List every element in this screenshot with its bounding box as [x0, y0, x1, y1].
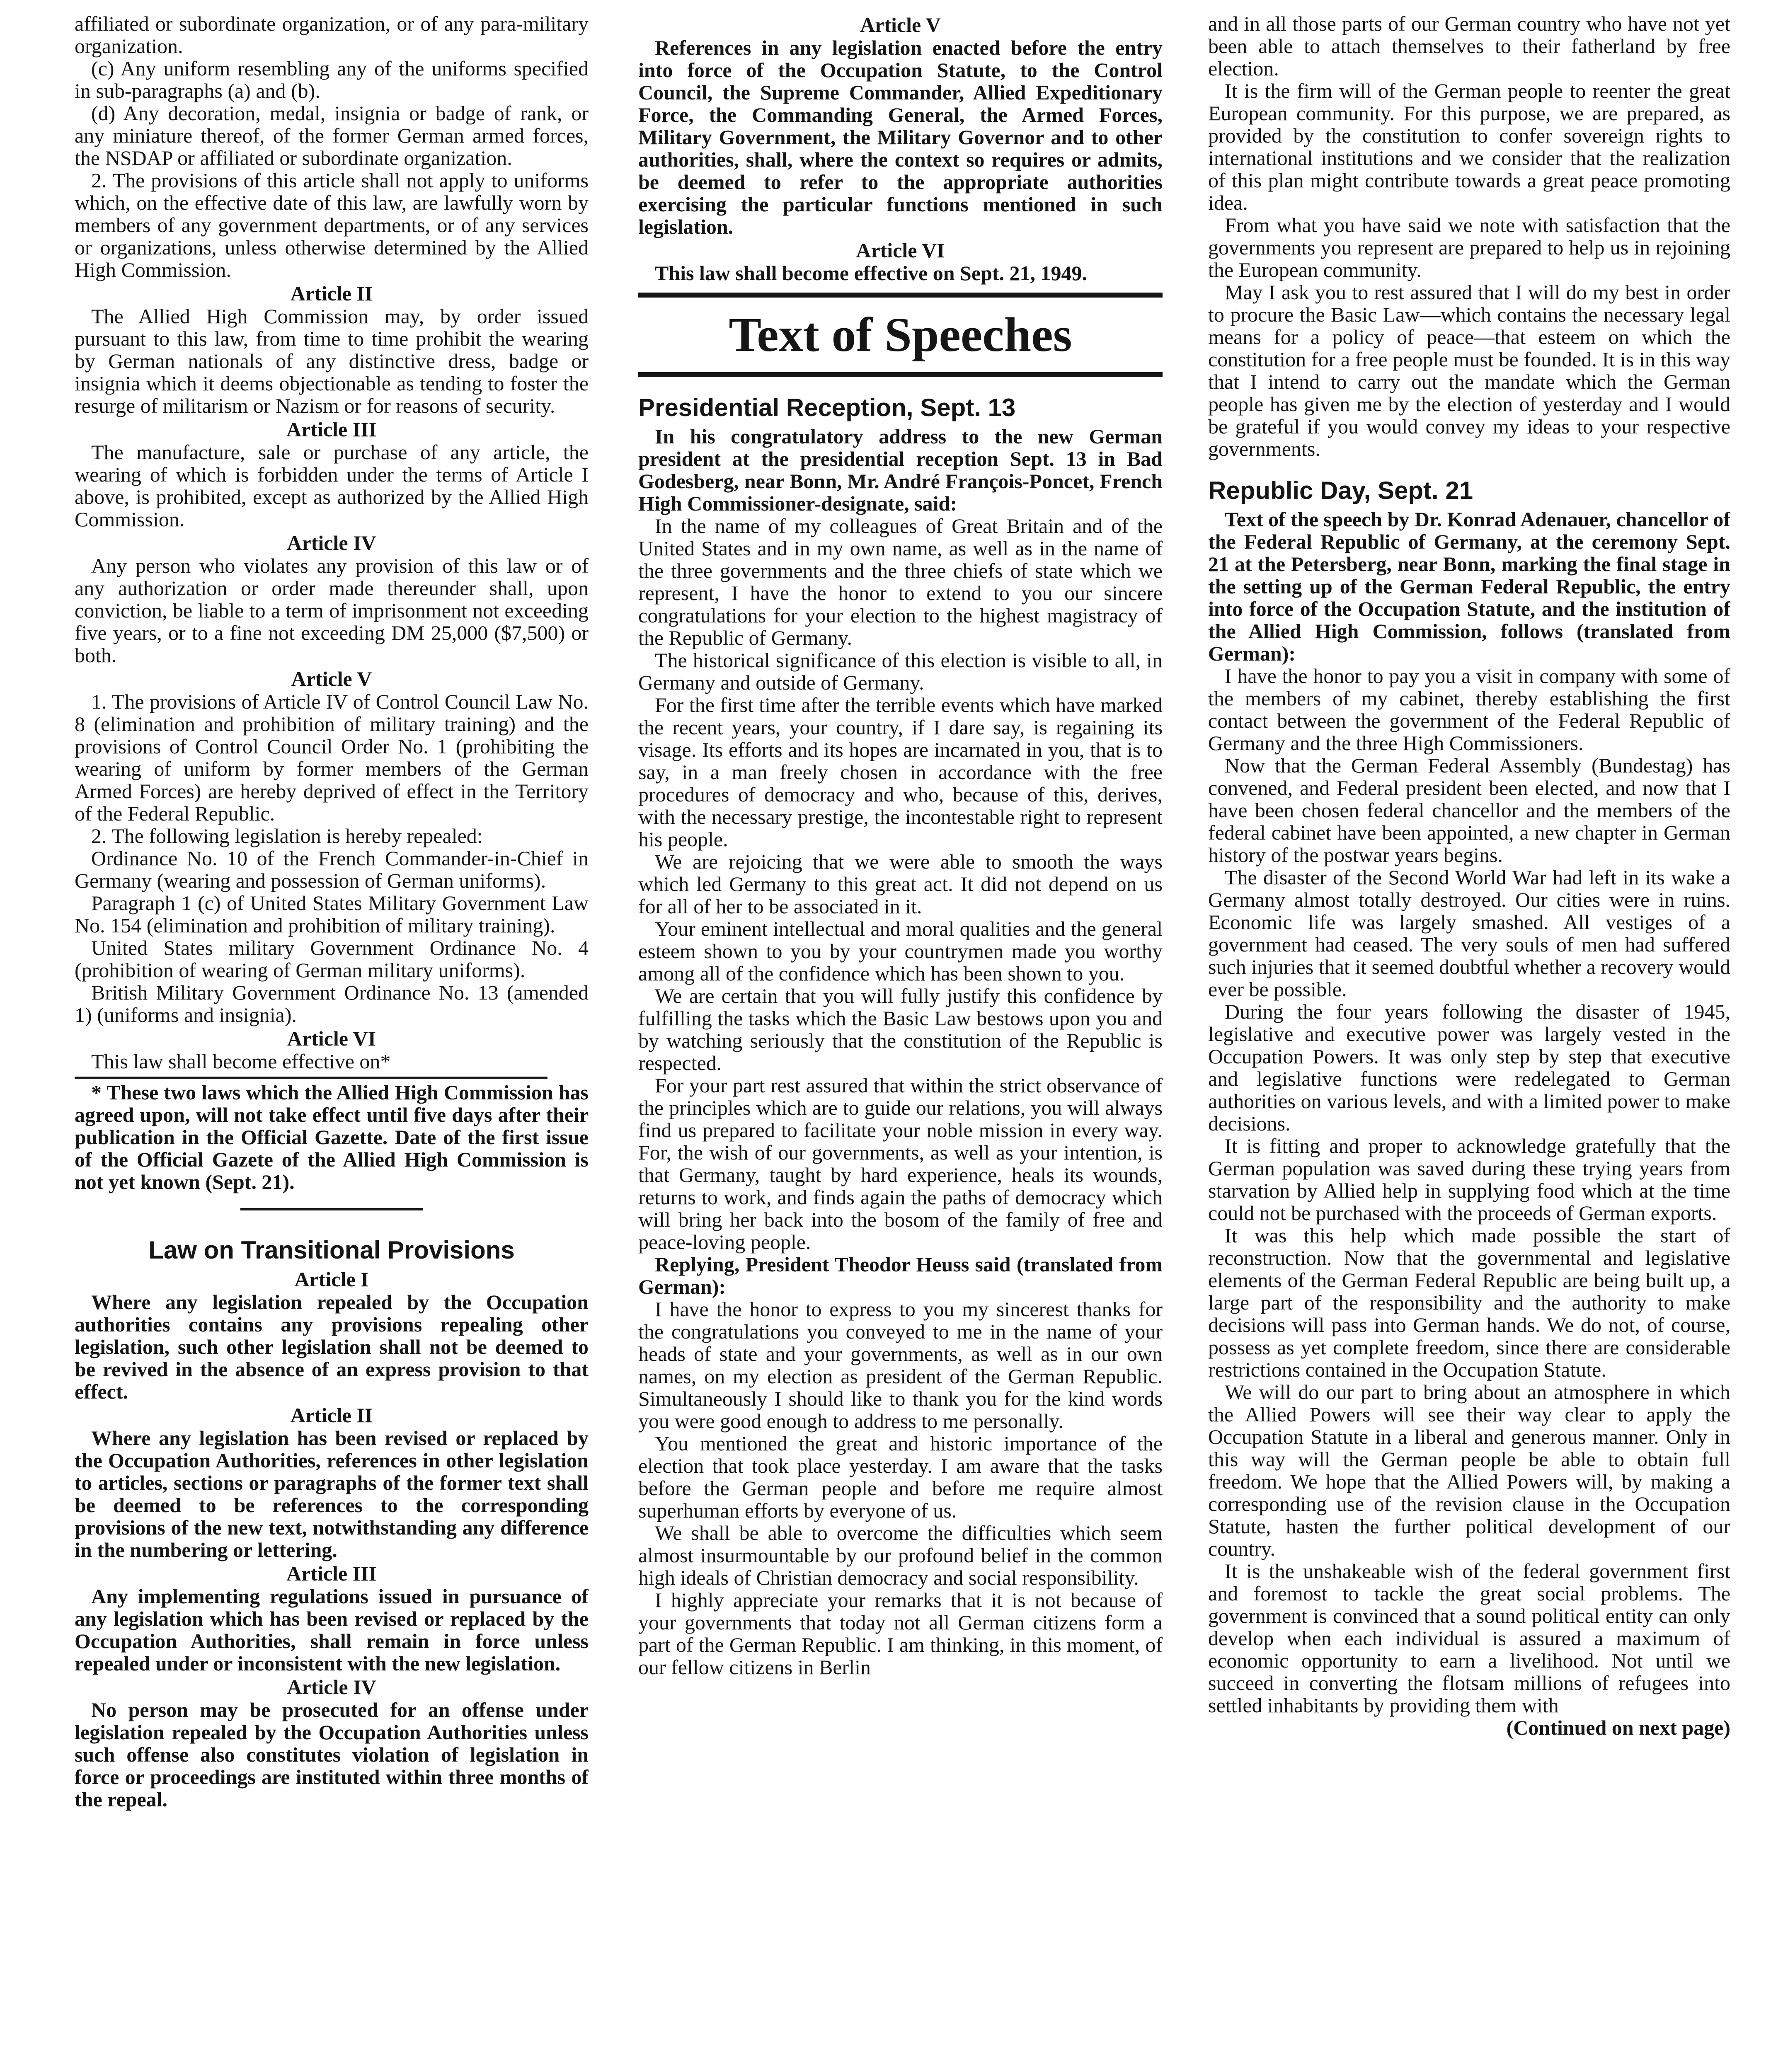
law-heading: Law on Transitional Provisions	[148, 1236, 515, 1264]
paragraph: British Military Government Ordinance No. 13 (amended 1) (uniforms and insignia).	[75, 981, 589, 1026]
paragraph: (d) Any decoration, medal, insignia or badge of rank, or any miniature thereof, of the former German armed forces, the NSDAP or affiliated or subordinate organization.	[75, 102, 589, 169]
paragraph: It is the unshakeable wish of the federal government first and foremost to tackle the great social problems. The government is convinced that a sound political entity can only develop when each individual is assured a maximum of economic opportunity to earn a livelihood. Not until we succeed in converting the flotsam millions of refugees into settled inhabitants by providing them with	[1208, 1559, 1730, 1717]
paragraph: 2. The provisions of this article shall not apply to uniforms which, on the effective date of this law, are lawfully worn by members of any government departments, or of any services or organizations, unless otherwise determined by the Allied High Commission.	[75, 169, 589, 281]
banner-title: Text of Speeches	[729, 307, 1072, 362]
paragraph: It is the firm will of the German people to reenter the great European community. For this purpose, we are prepared, as provided by the constitution to confer sovereign rights to international institutions and we consider that the realization of this plan might contribute towards a great peace promoting idea.	[1208, 79, 1730, 214]
paragraph: You mentioned the great and historic importance of the election that took place yesterday. I am aware that the tasks before the German people and before me require almost superhuman efforts by everyone of us.	[638, 1432, 1163, 1522]
paragraph: This law shall become effective on Sept. 21, 1949.	[655, 261, 1087, 285]
banner-rule-bottom	[638, 372, 1163, 377]
paragraph: We shall be able to overcome the difficulties which seem almost insurmountable by our profound belief in the common high ideals of Christian democracy and social responsibility.	[638, 1521, 1163, 1589]
paragraph: This law shall become effective on*	[91, 1050, 391, 1073]
paragraph: For your part rest assured that within the strict observance of the principles which are to guide our relations, you will always find us prepared to facilitate your noble mission in every way. For, the wish of our governments, as well as your intention, is that Germany, taught by hard experience, heals its wounds, returns to work, and finds again the paths of democracy which will bring her back into the bosom of the family of free and peace-loving people.	[638, 1074, 1163, 1254]
speeches-banner	[638, 293, 1163, 377]
paragraph: affiliated or subordinate organization, or of any para-military organization.	[75, 12, 589, 58]
article-heading: Article VI	[856, 239, 945, 262]
section-intro: Text of the speech by Dr. Konrad Adenauer, chancellor of the Federal Republic of Germany, at the ceremony Sept. 21 at the Petersberg, near Bonn, marking the final stage in the setting up of the German Federal Republic, the entry into force of the Occupation Statute, and the institution of the Allied High Commission, follows (translated from German):	[1208, 508, 1730, 665]
section-divider	[240, 1208, 423, 1210]
article-heading: Article VI	[287, 1027, 376, 1050]
article-heading: Article II	[290, 1404, 373, 1427]
paragraph: Your eminent intellectual and moral qualities and the general esteem shown to you by your countrymen made you worthy among all of the confidence which has been shown to you.	[638, 917, 1163, 985]
article-heading: Article III	[286, 418, 377, 441]
paragraph: United States military Government Ordinance No. 4 (prohibition of wearing of German military uniforms).	[75, 936, 589, 982]
article-heading: Article IV	[287, 531, 376, 554]
paragraph: We will do our part to bring about an atmosphere in which the Allied Powers will see their way clear to apply the Occupation Statute in a liberal and generous manner. Only in this way will the German people be able to obtain full freedom. We hope that the Allied Powers will, by making a corresponding use of the revision clause in the Occupation Statute, hasten the further political development of our country.	[1208, 1380, 1730, 1560]
paragraph: Now that the German Federal Assembly (Bundestag) has convened, and Federal president been elected, and now that I have been chosen federal chancellor and the members of the federal cabinet have been appointed, a new chapter in German history of the postwar years begins.	[1208, 754, 1730, 867]
paragraph: The Allied High Commission may, by order issued pursuant to this law, from time to time prohibit the wearing by German nationals of any distinctive dress, badge or insignia which it deems objectionable as tending to foster the resurge of militarism or Nazism or for reasons of security.	[75, 305, 589, 417]
section-heading: Presidential Reception, Sept. 13	[638, 394, 1016, 421]
paragraph: It was this help which made possible the start of reconstruction. Now that the governmental and legislative elements of the German Federal Republic are being built up, a large part of the responsibility and the authority to make decisions will pass into German hands. We do not, of course, possess as yet complete freedom, since there are considerable restrictions contained in the Occupation Statute.	[1208, 1224, 1730, 1381]
article-heading: Article IV	[287, 1675, 376, 1699]
continued-note: (Continued on next page)	[1506, 1716, 1730, 1739]
article-heading: Article V	[291, 667, 372, 690]
paragraph: I have the honor to express to you my sincerest thanks for the congratulations you conveyed to me in the name of your heads of state and your governments, as well as in our own names, on my election as president of the German Republic. Simultaneously I should like to thank you for the kind words you were good enough to address to me personally.	[638, 1297, 1163, 1433]
section-heading: Republic Day, Sept. 21	[1208, 477, 1473, 504]
paragraph: The manufacture, sale or purchase of any article, the wearing of which is forbidden under the terms of Article I above, is prohibited, except as authorized by the Allied High Commission.	[75, 441, 589, 531]
column-right	[1208, 12, 1730, 2072]
paragraph: No person may be prosecuted for an offense under legislation repealed by the Occupation Authorities unless such offense also constitutes violation of legislation in force or proceedings are instituted within three months of the repeal.	[75, 1698, 589, 1811]
paragraph: (c) Any uniform resembling any of the uniforms specified in sub-paragraphs (a) and (b).	[75, 57, 589, 102]
article-heading: Article III	[286, 1562, 377, 1585]
paragraph: Any person who violates any provision of this law or of any authorization or order made thereunder shall, upon conviction, be liable to a term of imprisonment not exceeding five years, or to a fine not exceeding DM 25,000 ($7,500) or both.	[75, 554, 589, 667]
paragraph: References in any legislation enacted before the entry into force of the Occupation Statute, to the Control Council, the Supreme Commander, Allied Expeditionary Force, the Commanding General, the Armed Forces, Military Government, the Military Governor and to other authorities, shall, where the context so requires or admits, be deemed to refer to the appropriate authorities exercising the particular functions mentioned in such legislation.	[638, 36, 1163, 238]
paragraph: 2. The following legislation is hereby repealed:	[91, 824, 483, 847]
paragraph: We are rejoicing that we were able to smooth the ways which led Germany to this great act. It did not depend on us for all of her to be associated in it.	[638, 850, 1163, 918]
banner-rule-top	[638, 293, 1163, 298]
paragraph: Where any legislation repealed by the Occupation authorities contains any provisions repealing other legislation, such other legislation shall not be deemed to be revived in the absence of an express provision to that effect.	[75, 1290, 589, 1403]
paragraph: During the four years following the disaster of 1945, legislative and executive power was largely vested in the Occupation Powers. It was only step by step that executive and legislative functions were redelegated to German authorities on various levels, and with a limited power to make decisions.	[1208, 1000, 1730, 1135]
paragraph: For the first time after the terrible events which have marked the recent years, your country, if I dare say, is regaining its visage. Its efforts and its hopes are incarnated in you, that is to say, in a man freely chosen in accordance with the free procedures of democracy and who, because of this, derives, with the necessary prestige, the incontestable right to represent his people.	[638, 693, 1163, 851]
paragraph: I have the honor to pay you a visit in company with some of the members of my cabinet, thereby establishing the first contact between the government of the Federal Republic of Germany and the three High Commissioners.	[1208, 664, 1730, 755]
paragraph: Any implementing regulations issued in pursuance of any legislation which has been revised or replaced by the Occupation Authorities, shall remain in force unless repealed under or inconsistent with the new legislation.	[75, 1585, 589, 1675]
paragraph: It is fitting and proper to acknowledge gratefully that the German population was saved during these trying years from starvation by Allied help in supplying food which at the time could not be purchased with the proceeds of German exports.	[1208, 1134, 1730, 1225]
paragraph: We are certain that you will fully justify this confidence by fulfilling the tasks which the Basic Law bestows upon you and by watching seriously that the constitution of the Republic is respected.	[638, 984, 1163, 1075]
paragraph: In the name of my colleagues of Great Britain and of the United States and in my own name, as well as in the name of the three governments and the three chiefs of state which we represent, I have the honor to extend to you our sincere congratulations for your election to the highest magistracy of the Republic of Germany.	[638, 514, 1163, 649]
column-left	[75, 12, 589, 2072]
reply-intro: Replying, President Theodor Heuss said (translated from German):	[638, 1253, 1163, 1298]
paragraph: Ordinance No. 10 of the French Commander-in-Chief in Germany (wearing and possession of German uniforms).	[75, 847, 589, 892]
footnote: * These two laws which the Allied High Commission has agreed upon, will not take effect until five days after their publication in the Official Gazette. Date of the first issue of the Official Gazete of the Allied High Commission is not yet known (Sept. 21).	[75, 1081, 589, 1193]
paragraph: and in all those parts of our German country who have not yet been able to attach themselves to their fatherland by free election.	[1208, 12, 1730, 80]
article-heading: Article I	[294, 1268, 369, 1291]
paragraph: 1. The provisions of Article IV of Control Council Law No. 8 (elimination and prohibition of military training) and the provisions of Control Council Order No. 1 (prohibiting the wearing of uniform by former members of the German Armed Forces) are hereby deprived of effect in the Territory of the Federal Republic.	[75, 690, 589, 825]
section-intro: In his congratulatory address to the new German president at the presidential reception Sept. 13 in Bad Godesberg, near Bonn, Mr. André François-Poncet, French High Commissioner-designate, said:	[638, 425, 1163, 515]
column-middle	[638, 12, 1163, 2072]
paragraph: May I ask you to rest assured that I will do my best in order to procure the Basic Law—which contains the necessary legal means for a policy of peace—that esteem on which the constitution for a free people must be founded. It is in this way that I intend to carry out the mandate which the German people has given me by the election of yesterday and I would be grateful if you would convey my ideas to your respective governments.	[1208, 281, 1730, 460]
paragraph: Paragraph 1 (c) of United States Military Government Law No. 154 (elimination and prohibition of military training).	[75, 891, 589, 937]
paragraph: The historical significance of this election is visible to all, in Germany and outside of Germany.	[638, 649, 1163, 694]
article-heading: Article V	[860, 13, 941, 36]
article-heading: Article II	[290, 282, 373, 305]
paragraph: I highly appreciate your remarks that it is not because of your governments that today not all German citizens form a part of the German Republic. I am thinking, in this moment, of our fellow citizens in Berlin	[638, 1588, 1163, 1679]
paragraph: The disaster of the Second World War had left in its wake a Germany almost totally destroyed. Our cities were in ruins. Economic life was largely smashed. All vestiges of a government had ceased. The very souls of men had suffered such injuries that it seemed doubtful whether a recovery would ever be possible.	[1208, 866, 1730, 1001]
paragraph: Where any legislation has been revised or replaced by the Occupation Authorities, references in other legislation to articles, sections or paragraphs of the former text shall be deemed to be references to the corresponding provisions of the new text, notwithstanding any difference in the numbering or lettering.	[75, 1426, 589, 1561]
footnote-divider	[75, 1077, 547, 1079]
paragraph: From what you have said we note with satisfaction that the governments you represent are prepared to help us in rejoining the European community.	[1208, 213, 1730, 281]
